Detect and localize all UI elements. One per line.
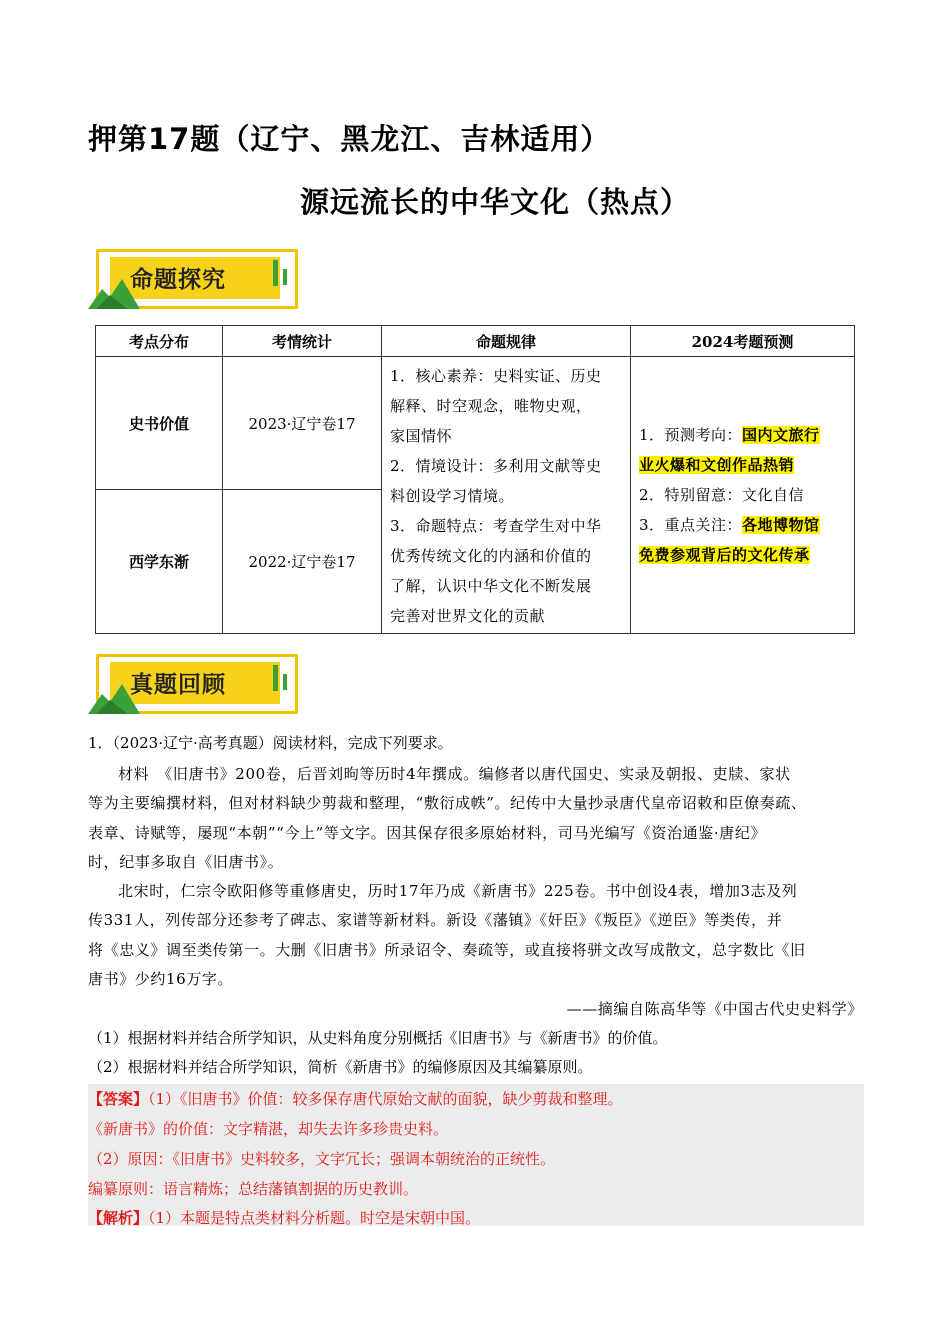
answer-line: （2）原因：《旧唐书》史料较多，文字冗长；强调本朝统治的正统性。 (88, 1150, 556, 1168)
prediction-line: 3．重点关注：各地博物馆 (639, 516, 820, 534)
material-source: ——摘编自陈高华等《中国古代史史料学》 (566, 1000, 863, 1018)
section-badge-explore (88, 247, 303, 317)
rule-line: 1．核心素养：史料实证、历史 (390, 367, 602, 385)
answer-line: 《新唐书》的价值：文字精湛，却失去许多珍贵史料。 (88, 1120, 449, 1138)
topic-cell: 史书价值 (96, 357, 223, 490)
rule-line: 3．命题特点：考查学生对中华 (390, 517, 602, 535)
highlight: 业火爆和文创作品热销 (639, 456, 795, 474)
mountain-icon (88, 680, 148, 714)
highlight: 国内文旅行 (742, 426, 820, 444)
rule-line: 解释、时空观念，唯物史观， (390, 397, 592, 415)
material-line: 传331人，列传部分还参考了碑志、家谱等新材料。新设《藩镇》《奸臣》《叛臣》《逆臣》等类传，并 (88, 911, 783, 929)
answer-line: 编纂原则：语言精炼；总结藩镇割据的历史教训。 (88, 1180, 419, 1198)
answer-tag: 【答案】 (88, 1090, 149, 1108)
prediction-cell (631, 357, 855, 634)
highlight: 免费参观背后的文化传承 (639, 546, 810, 564)
page-title: 押第17题（辽宁、黑龙江、吉林适用） (88, 122, 611, 156)
question-stem: 1．（2023·辽宁·高考真题）阅读材料，完成下列要求。 (88, 734, 453, 752)
material-line: 北宋时，仁宗令欧阳修等重修唐史，历时17年乃成《新唐书》225卷。书中创设4表，增加3志及列 (118, 882, 798, 900)
prediction-line (639, 450, 846, 480)
material-line: 表章、诗赋等，屡现“本朝”“今上”等文字。因其保存很多原始材料，司马光编写《资治通鉴·唐纪》 (88, 824, 767, 842)
table-header: 2024考题预测 (631, 326, 855, 357)
badge-label: 命题探究 (130, 267, 226, 293)
material-line: 时，纪事多取自《旧唐书》。 (88, 853, 284, 871)
mountain-icon (88, 275, 148, 309)
prediction-line (639, 540, 846, 570)
prediction-line: 1．预测考向：国内文旅行 (639, 426, 820, 444)
rule-line: 家国情怀 (390, 427, 453, 445)
badge-label: 真题回顾 (130, 672, 226, 698)
highlight: 各地博物馆 (742, 516, 820, 534)
table-header: 命题规律 (382, 326, 631, 357)
stat-cell: 2023·辽宁卷17 (223, 357, 382, 490)
material-line: 材料 《旧唐书》200卷，后晋刘昫等历时4年撰成。编修者以唐代国史、实录及朝报、吏牍、家状 (118, 765, 791, 783)
rule-line: 2．情境设计：多利用文献等史 (390, 457, 602, 475)
badge-accent-bar (273, 260, 278, 286)
rule-line: 了解，认识中华文化不断发展 (390, 577, 592, 595)
prediction-line: 2．特别留意：文化自信 (639, 486, 805, 504)
topic-cell: 西学东渐 (96, 490, 223, 634)
badge-accent-bar (283, 674, 287, 690)
analysis-line: 【解析】（1）本题是特点类材料分析题。时空是宋朝中国。 (88, 1209, 481, 1227)
analysis-tag: 【解析】 (88, 1209, 149, 1227)
material-line: 等为主要编撰材料，但对材料缺少剪裁和整理，“敷衍成帙”。纪传中大量抄录唐代皇帝诏敕和臣僚奏疏、 (88, 794, 807, 812)
answer-line: 【答案】（1）《旧唐书》价值：较多保存唐代原始文献的面貌，缺少剪裁和整理。 (88, 1090, 623, 1108)
rule-line: 优秀传统文化的内涵和价值的 (390, 547, 592, 565)
table-header: 考点分布 (96, 326, 223, 357)
material-line: 唐书》少约16万字。 (88, 970, 234, 988)
rule-line: 完善对世界文化的贡献 (390, 607, 546, 625)
badge-accent-bar (273, 665, 278, 691)
exam-analysis-table (95, 325, 855, 634)
stat-cell: 2022·辽宁卷17 (223, 490, 382, 634)
material-line: 将《忠义》调至类传第一。大删《旧唐书》所录诏令、奏疏等，或直接将骈文改写成散文，总字数比《旧 (88, 941, 806, 959)
page-subtitle: 源远流长的中华文化（热点） (299, 185, 690, 219)
table-header: 考情统计 (223, 326, 382, 357)
section-badge-review (88, 652, 303, 722)
badge-accent-bar (283, 269, 287, 285)
sub-question: （2）根据材料并结合所学知识，简析《新唐书》的编修原因及其编纂原则。 (88, 1058, 593, 1076)
sub-question: （1）根据材料并结合所学知识，从史料角度分别概括《旧唐书》与《新唐书》的价值。 (88, 1029, 668, 1047)
rules-cell (382, 357, 631, 634)
rule-line: 料创设学习情境。 (390, 487, 515, 505)
